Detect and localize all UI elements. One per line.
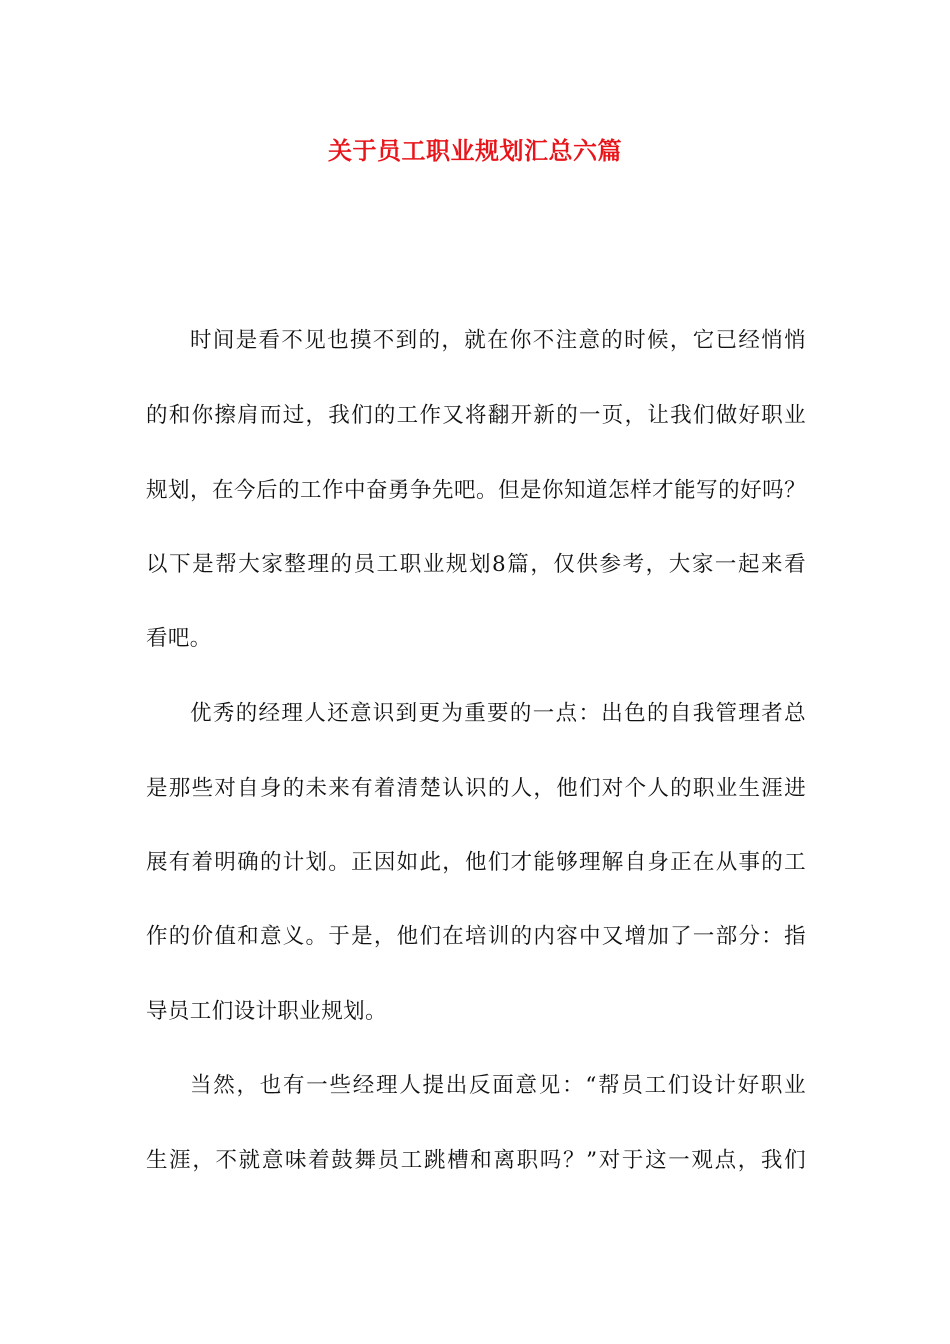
paragraph-line: 看吧。 (146, 626, 212, 651)
paragraph-line: 当然，也有一些经理人提出反面意见：“帮员工们设计好职业 (190, 1073, 806, 1098)
paragraph-line: 的和你擦肩而过，我们的工作又将翻开新的一页，让我们做好职业 (146, 403, 806, 428)
paragraph-line: 作的价值和意义。于是，他们在培训的内容中又增加了一部分：指 (146, 924, 806, 949)
paragraph-line: 是那些对自身的未来有着清楚认识的人，他们对个人的职业生涯进 (146, 776, 806, 801)
paragraph-line: 优秀的经理人还意识到更为重要的一点：出色的自我管理者总 (190, 701, 806, 726)
paragraph-line: 展有着明确的计划。正因如此，他们才能够理解自身正在从事的工 (146, 850, 806, 875)
document-title: 关于员工职业规划汇总六篇 (328, 137, 622, 165)
paragraph-line: 生涯，不就意味着鼓舞员工跳槽和离职吗？”对于这一观点，我们 (146, 1148, 806, 1173)
paragraph-line: 以下是帮大家整理的员工职业规划8篇，仅供参考，大家一起来看 (146, 552, 806, 577)
paragraph-line: 导员工们设计职业规划。 (146, 999, 387, 1024)
paragraph-line: 时间是看不见也摸不到的，就在你不注意的时候，它已经悄悄 (190, 328, 806, 353)
paragraph-line: 规划，在今后的工作中奋勇争先吧。但是你知道怎样才能写的好吗？ (146, 478, 806, 503)
